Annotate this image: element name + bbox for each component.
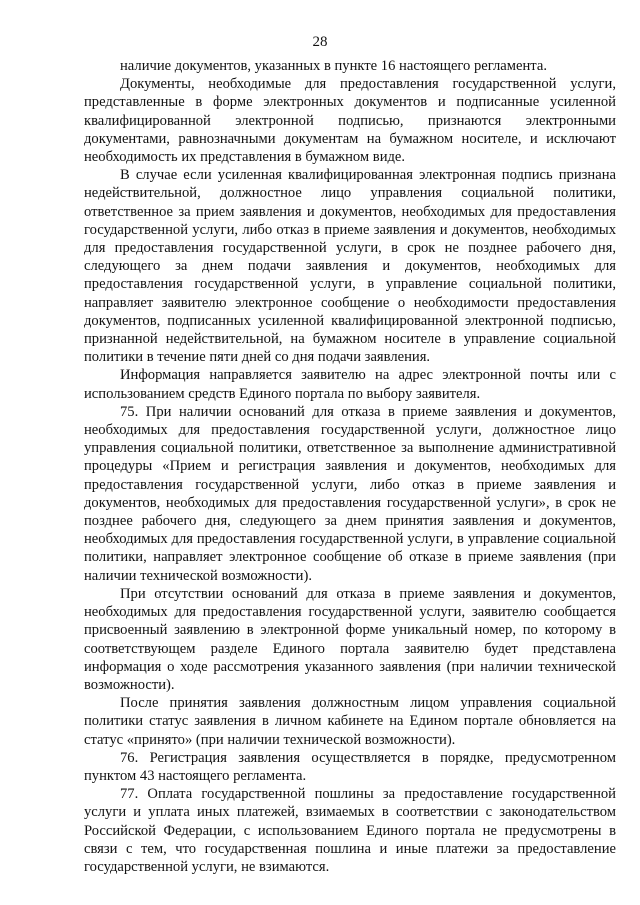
- paragraph-item-76: 76. Регистрация заявления осуществляется в порядке, предусмотренном пунктом 43 настоящего регламента.: [84, 749, 616, 784]
- paragraph-item-75: 75. При наличии оснований для отказа в приеме заявления и документов, необходимых для предоставления государственной услуги, должностное лицо управления социальной политики, ответственное за выполнение административной процедуры «Прием и регистрация заявления и документов, необходимых для предоставления государственной услуги, либо отказ в приеме заявления и документов, необходимых для предоставления государственной услуги», в срок не позднее рабочего дня, следующего за днем принятия заявления и документов, необходимых для предоставления государственной услуги, в управление социальной политики, направляет электронное сообщение об отказе в приеме заявления (при наличии технической возможности).: [84, 403, 616, 584]
- paragraph-status-accepted: После принятия заявления должностным лицом управления социальной политики статус заявления в личном кабинете на Едином портале обновляется на статус «принято» (при наличии технической возможности).: [84, 695, 616, 748]
- document-body: [84, 57, 616, 876]
- paragraph-item-77: 77. Оплата государственной пошлины за предоставление государственной услуги и уплата иных платежей, взимаемых в соответствии с законодательством Российской Федерации, с использованием Единого портала не предусмотрены в связи с тем, что государственная пошлина и иные платежи за предоставление государственной услуги, не взимаются.: [84, 786, 616, 875]
- paragraph-invalid-signature: В случае если усиленная квалифицированная электронная подпись признана недействительной, должностное лицо управления социальной политики, ответственное за прием заявления и документов, необходимых для предоставления государственной услуги, либо отказ в приеме заявления и документов, необходимых для предоставления государственной услуги, в срок не позднее рабочего дня, следующего за днем подачи заявления и документов, необходимых для предоставления государственной услуги, в управление социальной политики, направляет заявителю электронное сообщение о необходимости предоставления документов, подписанных усиленной квалифицированной электронной подписью, признанной недействительной, на бумажном носителе в управление социальной политики в течение пяти дней со дня подачи заявления.: [84, 167, 616, 366]
- paragraph-no-refusal-grounds: При отсутствии оснований для отказа в приеме заявления и документов, необходимых для предоставления государственной услуги, заявителю сообщается присвоенный заявлению в электронной форме уникальный номер, по которому в соответствующем разделе Единого портала заявителю будет представлена информация о ходе рассмотрения указанного заявления (при наличии технической возможности).: [84, 585, 616, 693]
- paragraph-electronic-documents: Документы, необходимые для предоставления государственной услуги, представленные в форме электронных документов и подписанные усиленной квалифицированной электронной подписью, признаются электронными документами, равнозначными документам на бумажном носителе, и исключают необходимость их представления в бумажном виде.: [84, 76, 616, 166]
- paragraph-continuation: наличие документов, указанных в пункте 16 настоящего регламента.: [120, 58, 547, 74]
- paragraph-information-delivery: Информация направляется заявителю на адрес электронной почты или с использованием средств Единого портала по выбору заявителя.: [84, 367, 616, 402]
- page-number: 28: [312, 34, 328, 50]
